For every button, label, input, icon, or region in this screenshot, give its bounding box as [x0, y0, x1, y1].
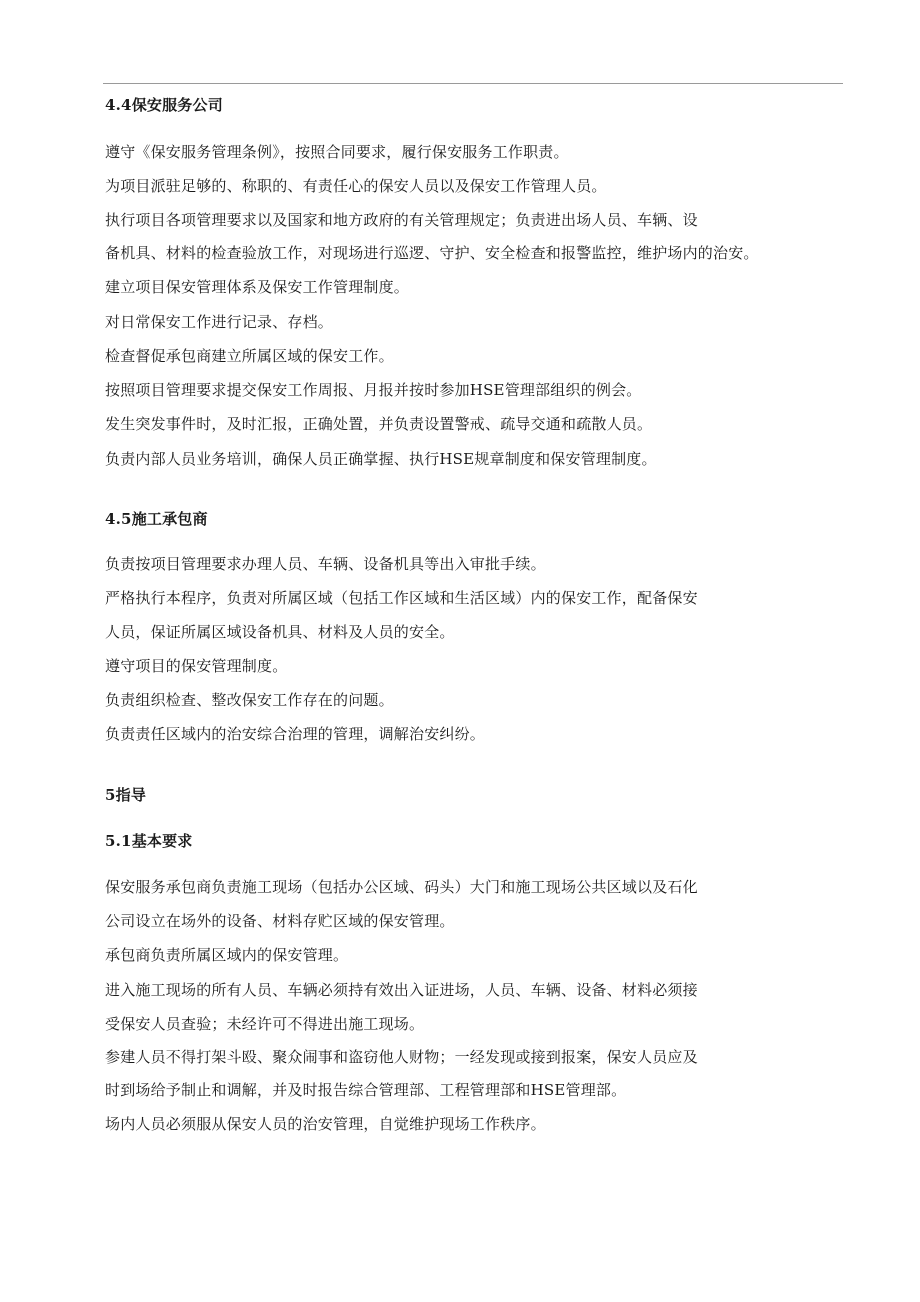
paragraph-line: 备机具、材料的检查验放工作，对现场进行巡逻、守护、安全检查和报警监控，维护场内的治安。 [105, 244, 759, 262]
paragraph-line: 场内人员必须服从保安人员的治安管理，自觉维护现场工作秩序。 [105, 1115, 546, 1133]
paragraph-line: 时到场给予制止和调解，并及时报告综合管理部、工程管理部和HSE管理部。 [105, 1081, 627, 1099]
section-heading: 5.1基本要求 [105, 832, 193, 850]
section-heading: 4.4保安服务公司 [105, 96, 223, 114]
paragraph-line: 为项目派驻足够的、称职的、有责任心的保安人员以及保安工作管理人员。 [105, 177, 607, 195]
paragraph-line: 检查督促承包商建立所属区域的保安工作。 [105, 347, 394, 365]
paragraph-line: 进入施工现场的所有人员、车辆必须持有效出入证进场，人员、车辆、设备、材料必须接 [105, 981, 698, 999]
paragraph-line: 按照项目管理要求提交保安工作周报、月报并按时参加HSE管理部组织的例会。 [105, 381, 642, 399]
paragraph-line: 遵守《保安服务管理条例》，按照合同要求，履行保安服务工作职责。 [105, 143, 569, 161]
header-rule [103, 83, 843, 84]
paragraph-line: 参建人员不得打架斗殴、聚众闹事和盗窃他人财物；一经发现或接到报案，保安人员应及 [105, 1048, 698, 1066]
paragraph-line: 人员，保证所属区域设备机具、材料及人员的安全。 [105, 623, 455, 641]
paragraph-line: 对日常保安工作进行记录、存档。 [105, 313, 334, 331]
paragraph-line: 负责按项目管理要求办理人员、车辆、设备机具等出入审批手续。 [105, 555, 546, 573]
paragraph-line: 受保安人员查验；未经许可不得进出施工现场。 [105, 1015, 425, 1033]
paragraph-line: 严格执行本程序，负责对所属区域（包括工作区域和生活区域）内的保安工作，配备保安 [105, 589, 698, 607]
paragraph-line: 发生突发事件时，及时汇报，正确处置，并负责设置警戒、疏导交通和疏散人员。 [105, 415, 653, 433]
paragraph-line: 负责内部人员业务培训，确保人员正确掌握、执行HSE规章制度和保安管理制度。 [105, 450, 657, 468]
paragraph-line: 建立项目保安管理体系及保安工作管理制度。 [105, 278, 410, 296]
section-heading: 4.5施工承包商 [105, 510, 208, 528]
paragraph-line: 负责责任区域内的治安综合治理的管理，调解治安纠纷。 [105, 725, 486, 743]
paragraph-line: 执行项目各项管理要求以及国家和地方政府的有关管理规定；负责进出场人员、车辆、设 [105, 211, 698, 229]
paragraph-line: 负责组织检查、整改保安工作存在的问题。 [105, 691, 394, 709]
paragraph-line: 遵守项目的保安管理制度。 [105, 657, 288, 675]
paragraph-line: 保安服务承包商负责施工现场（包括办公区域、码头）大门和施工现场公共区域以及石化 [105, 878, 698, 896]
section-heading: 5指导 [105, 786, 147, 804]
paragraph-line: 公司设立在场外的设备、材料存贮区域的保安管理。 [105, 912, 455, 930]
paragraph-line: 承包商负责所属区域内的保安管理。 [105, 946, 349, 964]
